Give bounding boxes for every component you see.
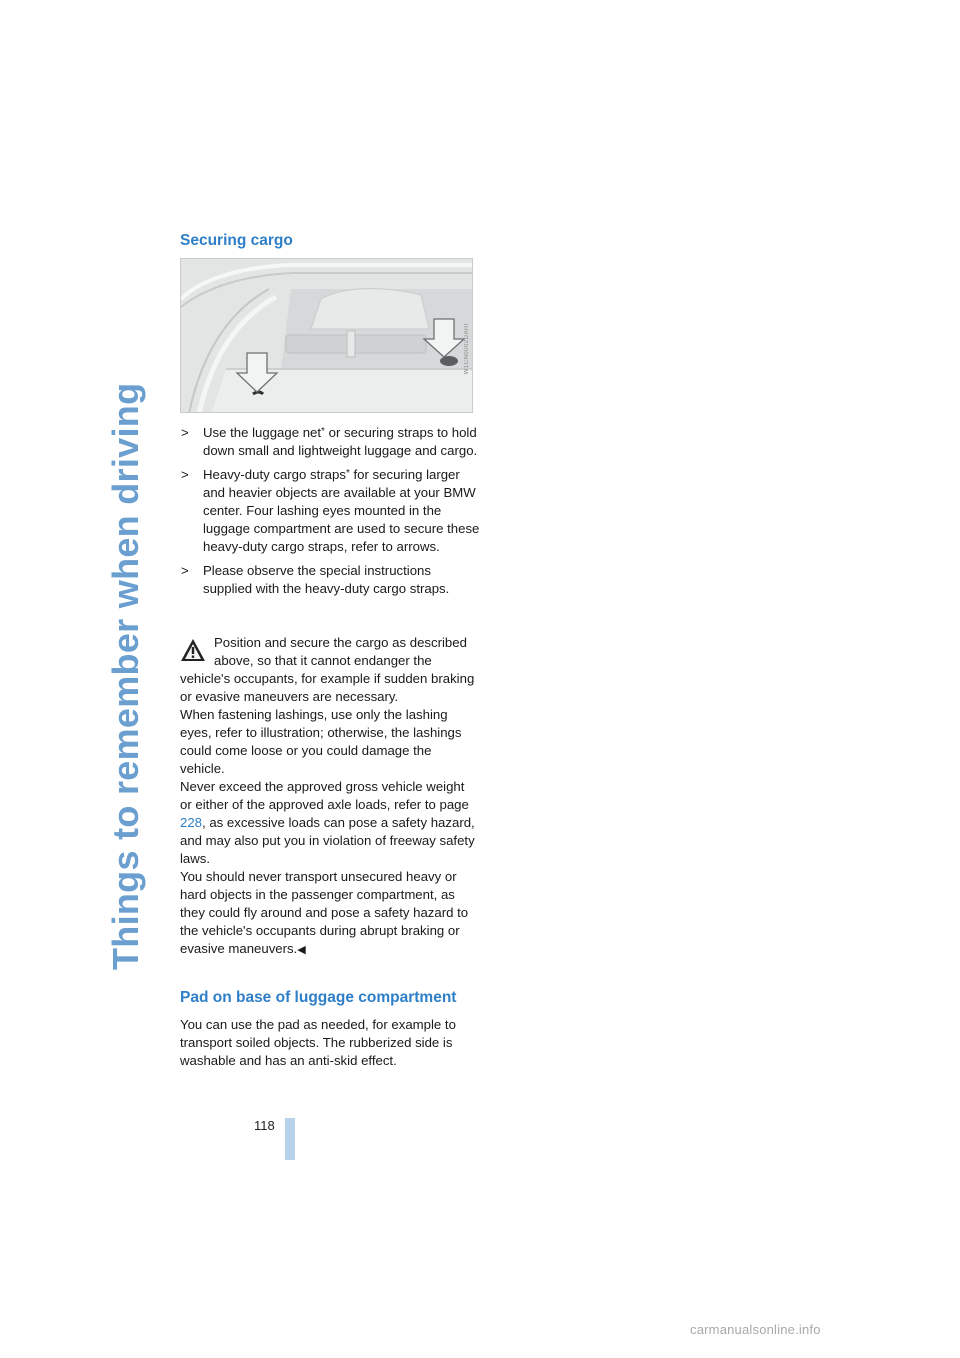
section-heading-securing-cargo: Securing cargo: [180, 232, 293, 249]
luggage-compartment-illustration: [180, 258, 473, 413]
optional-equipment-star: *: [345, 468, 350, 479]
list-item: [180, 424, 480, 460]
bullet-marker: >: [181, 467, 189, 482]
end-marker-icon: ◀: [297, 944, 306, 956]
list-item: [180, 562, 480, 598]
warning-paragraph-3: [180, 778, 476, 868]
page-marker-bar: [285, 1118, 295, 1160]
optional-equipment-star: *: [321, 426, 325, 437]
warning-text: You should never transport unsecured heavy or hard objects in the passenger compartment, as they could fly around and pose a safety hazard to the vehicle's occupants during abrupt braking or evasive maneuvers.: [180, 869, 469, 956]
bullet-text: Heavy-duty cargo straps: [203, 467, 346, 482]
cargo-bullet-list: [180, 424, 480, 604]
page-number: 118: [254, 1118, 275, 1133]
bullet-text: Please observe the special instructions supplied with the heavy-duty cargo straps.: [203, 563, 450, 596]
page-reference-link[interactable]: 228: [180, 815, 203, 830]
bullet-text-cont: or securing straps to hold down small and lightweight luggage and cargo.: [203, 425, 478, 458]
warning-text-cont: , as excessive loads can pose a safety hazard, and may also put you in violation of freeway safety laws.: [180, 815, 475, 866]
warning-block: [180, 634, 476, 959]
warning-paragraph-1: Position and secure the cargo as described above, so that it cannot endanger the vehicle's occupants, for example if sudden braking or evasive maneuvers are necessary.: [180, 635, 475, 704]
luggage-compartment-drawing: [181, 259, 473, 413]
warning-paragraph-4: [180, 868, 476, 959]
section-heading-pad: Pad on base of luggage compartment: [180, 989, 457, 1006]
warning-triangle-icon: [180, 638, 206, 662]
bullet-text: Use the luggage net: [203, 425, 322, 440]
bullet-marker: >: [181, 563, 189, 578]
bullet-marker: >: [181, 425, 189, 440]
pad-description: You can use the pad as needed, for example to transport soiled objects. The rubberized side is washable and has an anti-skid effect.: [180, 1017, 456, 1068]
chapter-side-title: [96, 230, 156, 970]
warning-paragraph-2: When fastening lashings, use only the lashing eyes, refer to illustration; otherwise, the lashings could come loose or you could damage the vehicle.: [180, 707, 462, 776]
warning-text: Never exceed the approved gross vehicle weight or either of the approved axle loads, refer to page: [180, 779, 469, 812]
figure-code: W1CN0002DARI: [464, 322, 470, 374]
list-item: [180, 466, 480, 556]
site-watermark: carmanualsonline.info: [690, 1322, 821, 1337]
chapter-title-text: Things to remember when driving: [105, 382, 146, 970]
bullet-text-cont: for securing larger and heavier objects are available at your BMW center. Four lashing eyes mounted in the luggage compartment are used to secure these heavy-duty cargo straps, refer to arrows.: [203, 467, 480, 554]
